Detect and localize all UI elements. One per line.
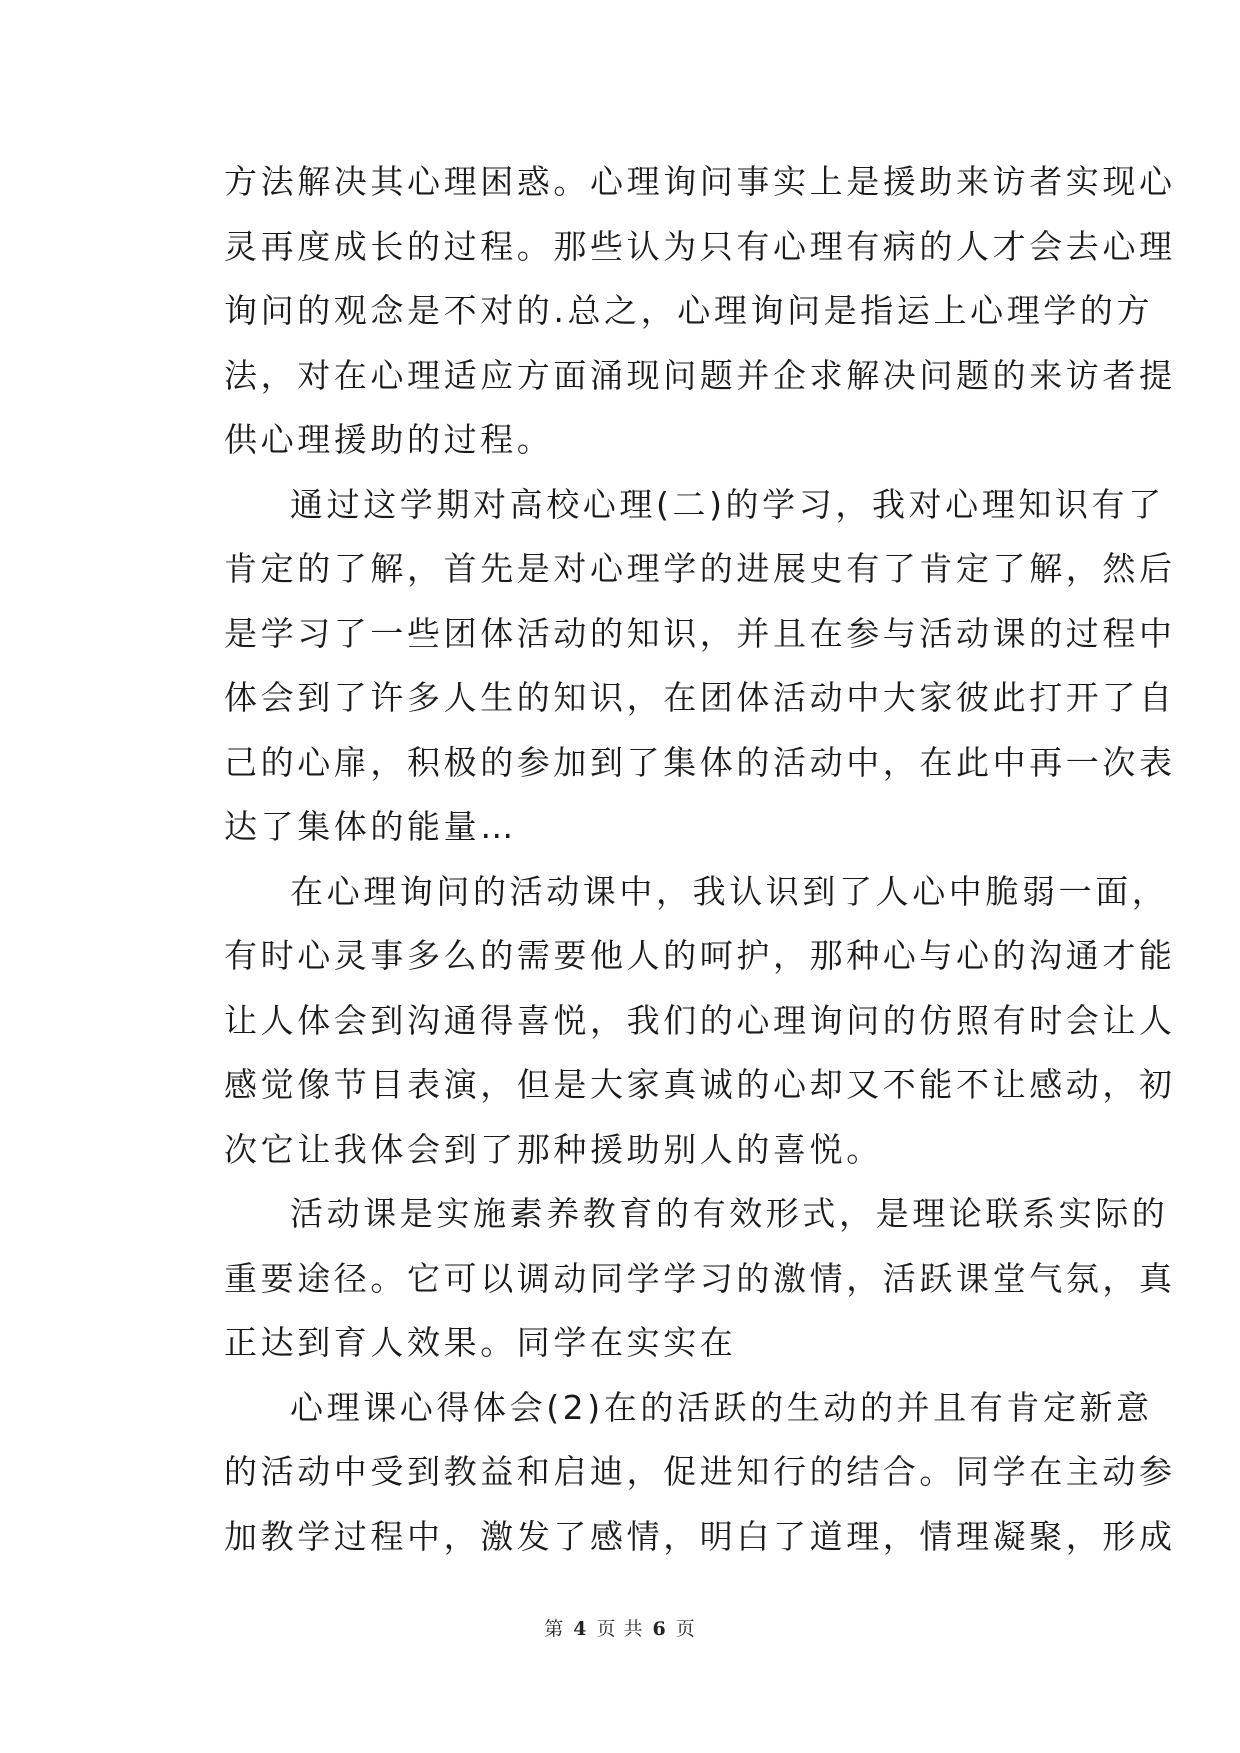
- paragraph-first-line: 通过这学期对高校心理(二)的学习，我对心理知识有了: [290, 484, 1165, 524]
- document-body: [224, 150, 1176, 1569]
- text-line: 的活动中受到教益和启迪，促进知行的结合。同学在主动参: [224, 1452, 1176, 1491]
- text-line: 方法解决其心理困惑。心理询问事实上是援助来访者实现心: [224, 162, 1176, 201]
- paragraph-first-line: 在心理询问的活动课中，我认识到了人心中脆弱一面，: [290, 871, 1169, 911]
- text-line: 肯定的了解，首先是对心理学的进展史有了肯定了解，然后: [224, 549, 1176, 588]
- footer-prefix: 第: [544, 1618, 565, 1640]
- footer-mid: 页 共: [596, 1618, 644, 1640]
- text-line: 体会到了许多人生的知识，在团体活动中大家彼此打开了自: [224, 678, 1176, 717]
- text-line: 让人体会到沟通得喜悦，我们的心理询问的仿照有时会让人: [224, 1000, 1176, 1040]
- text-line: 有时心灵事多么的需要他人的呵护，那种心与心的沟通才能: [224, 936, 1176, 975]
- text-line: 己的心扉，积极的参加到了集体的活动中，在此中再一次表: [224, 742, 1176, 782]
- total-page-number: 6: [652, 1618, 667, 1640]
- text-line: 感觉像节目表演，但是大家真诚的心却又不能不让感动，初: [224, 1065, 1176, 1104]
- text-line: 灵再度成长的过程。那些认为只有心理有病的人才会去心理: [224, 226, 1176, 266]
- text-line: 是学习了一些团体活动的知识，并且在参与活动课的过程中: [224, 613, 1176, 653]
- text-line: 达了集体的能量…: [224, 807, 517, 846]
- text-line: 次它让我体会到了那种援助别人的喜悦。: [224, 1129, 883, 1169]
- paragraph-first-line: 心理课心得体会(2)在的活跃的生动的并且有肯定新意: [290, 1387, 1153, 1427]
- current-page-number: 4: [573, 1618, 588, 1640]
- paragraph-first-line: 活动课是实施素养教育的有效形式，是理论联系实际的: [290, 1194, 1169, 1233]
- text-line: 询问的观念是不对的.总之，心理询问是指运上心理学的方: [224, 291, 1154, 330]
- text-line: 法，对在心理适应方面涌现问题并企求解决问题的来访者提: [224, 355, 1176, 395]
- footer-suffix: 页: [675, 1618, 696, 1640]
- text-line: 重要途径。它可以调动同学学习的激情，活跃课堂气氛，真: [224, 1258, 1176, 1298]
- text-line: 加教学过程中，激发了感情，明白了道理，情理凝聚，形成: [224, 1516, 1176, 1556]
- text-line: 供心理援助的过程。: [224, 420, 554, 459]
- text-line: 正达到育人效果。同学在实实在: [224, 1323, 737, 1362]
- page-footer: [0, 1614, 1240, 1641]
